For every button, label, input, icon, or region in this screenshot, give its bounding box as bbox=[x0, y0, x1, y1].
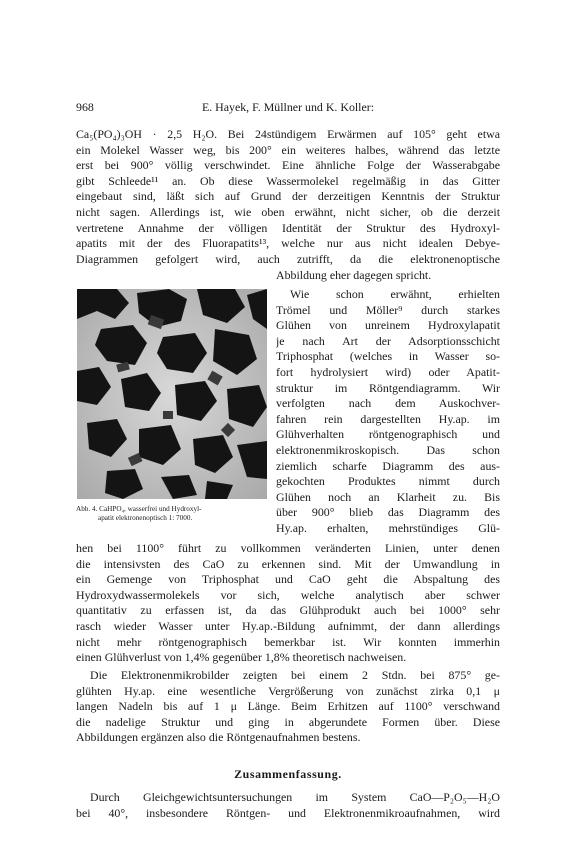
text-line: langen Nadeln bis auf 1 μ Länge. Beim Erhitzen auf 1100° verschwand bbox=[76, 699, 500, 714]
text-line: Abbildung eher dagegen spricht. bbox=[276, 268, 432, 282]
text-line: ziemlich scharfe Diagramm des aus- bbox=[276, 458, 500, 473]
text-line: eingebaut sind, läßt sich auf Grund der derzeitigen Kenntnis der Struktur bbox=[76, 189, 500, 204]
page-header bbox=[76, 100, 500, 116]
text-line: Glühverhalten röntgenographisch und bbox=[276, 427, 500, 442]
caption-line: apatit elektronenoptisch 1: 7000. bbox=[98, 514, 193, 523]
text-line: Trömel und Möller⁹ durch starkes bbox=[276, 302, 500, 317]
text-line: nicht mehr röntgenographisch bemerkbar ist. Wir konnten immerhin bbox=[76, 634, 500, 649]
text-line: bei 40°, insbesondere Röntgen- und Elektronenmikroaufnahmen, wird bbox=[76, 805, 500, 820]
page-number: 968 bbox=[76, 100, 94, 114]
text-line: vertretene Annahme der völligen Identität der Struktur des Hydroxyl- bbox=[76, 220, 500, 235]
text-line: verfolgten nach dem Auskochver- bbox=[276, 396, 500, 411]
text-line: quantitativ zu erfassen ist, da das Glühprodukt auch bei 1000° sehr bbox=[76, 603, 500, 618]
micrograph-image bbox=[77, 289, 267, 499]
text-line: fort hydrolysiert wird) oder Apatit- bbox=[276, 364, 500, 379]
text-line: gibt Schleede¹¹ an. Ob diese Wassermolekel regelmäßig in das Gitter bbox=[76, 173, 500, 188]
section-heading: Zusammenfassung. bbox=[234, 767, 342, 781]
text-line: elektronenmikroskopisch. Das schon bbox=[276, 442, 500, 457]
text-line: rasch wieder Wasser unter Hy.ap.-Bildung aufnimmt, der dann allerdings bbox=[76, 618, 500, 633]
figure-caption bbox=[76, 505, 268, 524]
text-line: die nadelige Struktur und ging in abgerundete Formen über. Diese bbox=[76, 714, 500, 729]
text-line: die intensivsten des CaO zu erkennen sind. Mit der Umwandlung in bbox=[76, 556, 500, 571]
text-line: Hy.ap. erhalten, mehrstündiges Glü- bbox=[276, 520, 500, 535]
paragraph-3 bbox=[76, 668, 500, 746]
text-line: erst bei 900° völlig verschwindet. Eine ähnliche Folge der Wasserabgabe bbox=[76, 158, 500, 173]
text-line: struktur im Röntgendiagramm. Wir bbox=[276, 380, 500, 395]
text-line: ein Gemenge von Triphosphat und CaO geht die Abspaltung des bbox=[76, 572, 500, 587]
text-line: Hydroxydwassermolekels vor sich, welche analytisch aber schwer bbox=[76, 587, 500, 602]
text-line: Durch Gleichgewichtsuntersuchungen im System CaO—P₂O₅—H₂O bbox=[90, 790, 500, 804]
text-line: gekochten Produktes nimmt durch bbox=[276, 474, 500, 489]
text-line: Glühen noch an Klarheit zu. Bis bbox=[276, 489, 500, 504]
paragraph-2-right-column bbox=[276, 287, 500, 537]
paragraph-2-full-width bbox=[76, 541, 500, 666]
text-line: Abbildungen ergänzen also die Röntgenaufnahmen bestens. bbox=[76, 730, 361, 745]
text-line: Ca₅(PO₄)₃OH · 2,5 H₂O. Bei 24stündigem Erwärmen auf 105° geht etwa bbox=[76, 127, 500, 141]
text-line: Glühen von unreinem Hydroxylapatit bbox=[276, 318, 500, 333]
text-line: Triphosphat (welches in Wasser so- bbox=[276, 349, 500, 364]
text-line: über 900° blieb das Diagramm des bbox=[276, 505, 500, 520]
text-line: je nach Art der Adsorptionsschicht bbox=[276, 333, 500, 348]
text-line: nicht sagen. Allerdings ist, wie oben erwähnt, nicht sicher, ob die derzeit bbox=[76, 204, 500, 219]
text-line: einen Glühverlust von 1,4% gegenüber 1,8% theoretisch nachweisen. bbox=[76, 650, 407, 665]
text-line: ein Molekel Wasser weg, bis 200° ein weiteres halbes, während das letzte bbox=[76, 142, 500, 157]
text-line: fahren rein dargestellten Hy.ap. im bbox=[276, 411, 500, 426]
paragraph-1 bbox=[76, 127, 500, 267]
paragraph-1-continuation bbox=[276, 268, 500, 284]
caption-line: Abb. 4. CaHPO₄, wasserfrei und Hydroxyl- bbox=[76, 505, 202, 513]
paragraph-4 bbox=[76, 790, 500, 821]
running-title: E. Hayek, F. Müllner und K. Koller: bbox=[201, 100, 375, 114]
text-line: apatits mit der des Fluorapatits¹³, welche nur aus nicht idealen Debye- bbox=[76, 236, 500, 251]
electron-micrograph-figure bbox=[77, 289, 267, 499]
text-line: Diagrammen gefolgert wird, auch zutrifft, da die elektronenoptische bbox=[76, 251, 500, 266]
text-line: Die Elektronenmikrobilder zeigten bei einem 2 Stdn. bei 875° ge- bbox=[90, 668, 500, 682]
text-line: Wie schon erwähnt, erhielten bbox=[290, 287, 500, 301]
text-line: glühten Hy.ap. eine wesentliche Vergrößerung von zunächst zirka 0,1 μ bbox=[76, 683, 500, 698]
text-line: hen bei 1100° führt zu vollkommen veränderten Linien, unter denen bbox=[76, 541, 500, 555]
